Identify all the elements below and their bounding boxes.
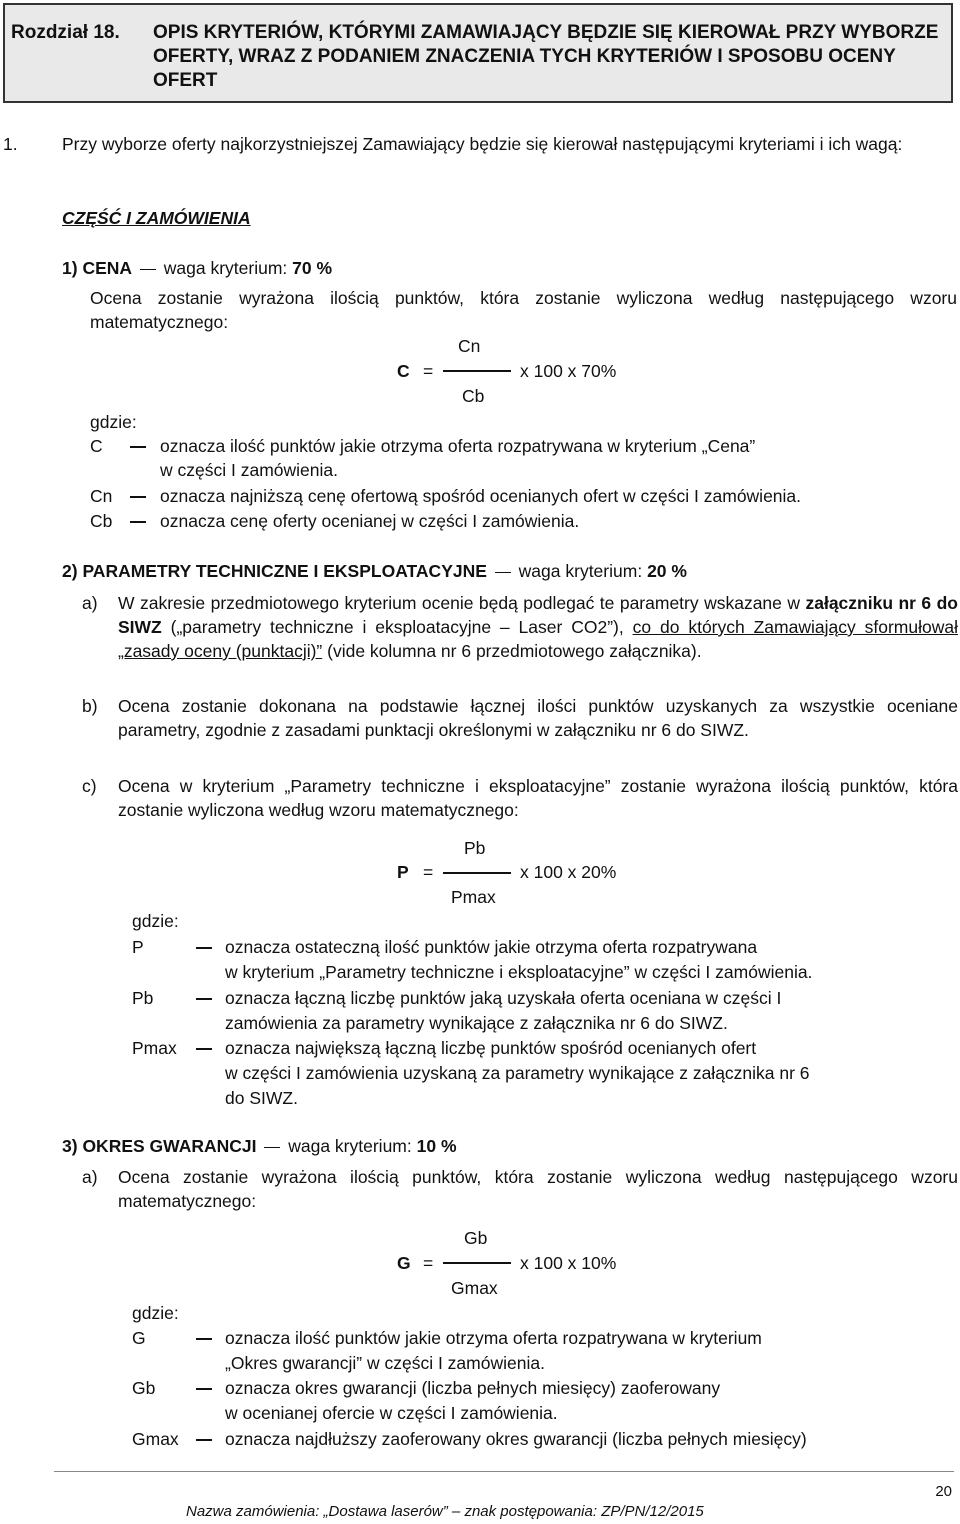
criterion-3-heading: 3) OKRES GWARANCJI waga kryterium: 10 % — [62, 1136, 457, 1156]
footer-rule — [54, 1471, 954, 1472]
formula-c-denominator: Cb — [462, 386, 485, 406]
intro-number: 1. — [3, 134, 18, 154]
criterion-1-desc: Ocena zostanie wyrażona ilością punktów, która zostanie wyliczona według następującego wzoru matematycznego: — [90, 288, 957, 332]
criterion-2-heading: 2) PARAMETRY TECHNICZNE I EKSPLOATACYJNE waga kryterium: 20 % — [62, 561, 687, 581]
gdzie-label: gdzie: — [90, 412, 137, 432]
criterion-3-a: Ocena zostanie wyrażona ilością punktów, która zostanie wyliczona według następującego wzoru matematycznego: — [118, 1167, 958, 1211]
criterion-2-b: Ocena zostanie dokonana na podstawie łącznej ilości punktów uzyskanych za wszystkie oceniane parametry, zgodnie z zasadami punktacji określonymi w załączniku nr 6 do SIWZ. — [118, 696, 958, 740]
intro-text: Przy wyborze oferty najkorzystniejszej Zamawiający będzie się kierował następującymi kryteriami i ich wagą: — [62, 134, 903, 154]
chapter-title: OPIS KRYTERIÓW, KTÓRYMI ZAMAWIAJĄCY BĘDZIE SIĘ KIEROWAŁ PRZY WYBORZE OFERTY, WRAZ Z PODANIEM ZNACZENIA TYCH KRYTERIÓW I SPOSOBU OCENY OFERT — [153, 22, 939, 91]
formula-c-lhs: C — [397, 361, 410, 381]
formula-c-eq: = — [423, 361, 434, 381]
formula-c-numerator: Cn — [458, 336, 481, 356]
formula-c-tail: x 100 x 70% — [520, 361, 617, 381]
chapter-number: Rozdział 18. — [11, 22, 120, 43]
page-number: 20 — [935, 1483, 952, 1500]
criterion-2-a: W zakresie przedmiotowego kryterium ocenie będą podlegać te parametry wskazane w załączniku nr 6 do SIWZ („parametry techniczne i eksploatacyjne – Laser CO2”), co do których Zamawiający sformułował „zasady oceny (punktacji)” (vide kolumna nr 6 przedmiotowego załącznika). — [118, 593, 958, 661]
formula-c-fraction-line — [443, 370, 511, 372]
chapter-header — [3, 3, 953, 103]
criterion-1-heading: 1) CENA waga kryterium: 70 % — [62, 258, 333, 278]
footer-text: Nazwa zamówienia: „Dostawa laserów” – znak postępowania: ZP/PN/12/2015 — [186, 1503, 704, 1520]
criterion-2-c: Ocena w kryterium „Parametry techniczne i eksploatacyjne” zostanie wyrażona ilością punktów, która zostanie wyliczona według wzoru matematycznego: — [118, 776, 958, 820]
part-heading: CZĘŚĆ I ZAMÓWIENIA — [62, 208, 251, 228]
